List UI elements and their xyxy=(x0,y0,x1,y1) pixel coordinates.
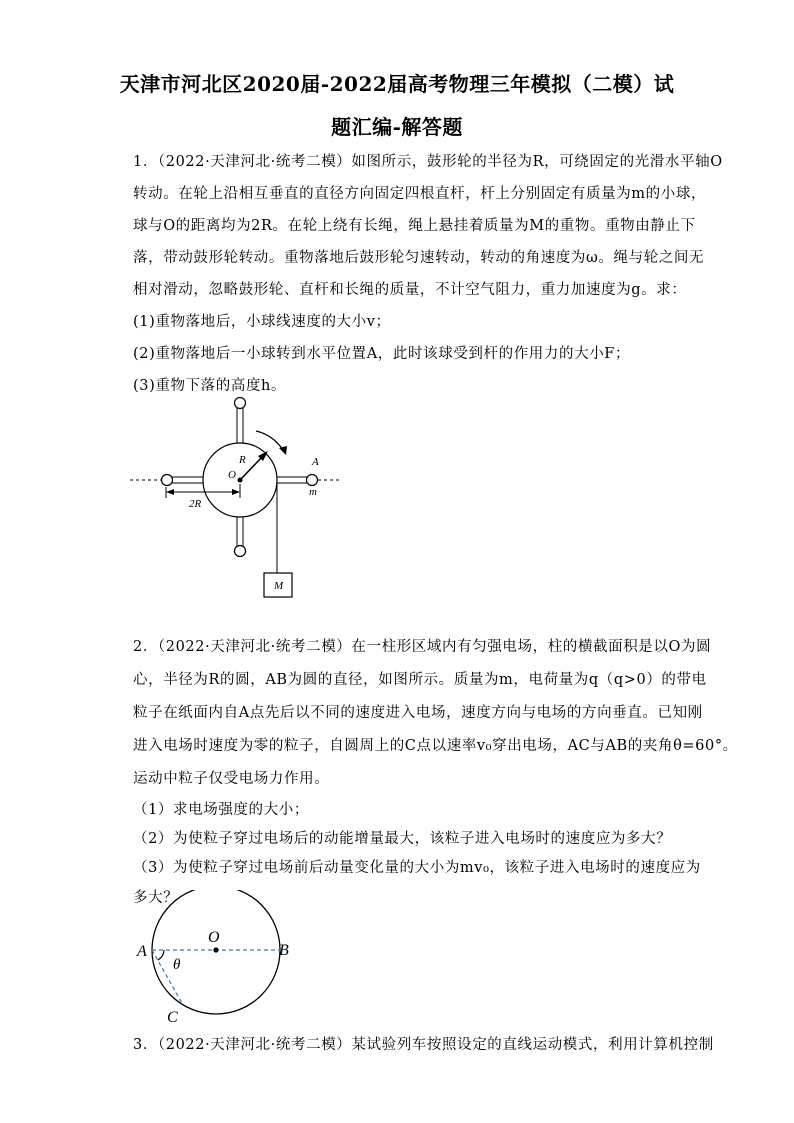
label-C: C xyxy=(167,1009,178,1026)
label-O: O xyxy=(228,469,236,481)
label-A: A xyxy=(137,943,147,960)
label-M: M xyxy=(274,580,284,592)
document-title-line-1: 天津市河北区2020届-2022届高考物理三年模拟（二模）试 xyxy=(119,72,675,96)
q1-line: (1)重物落地后，小球线速度的大小v； xyxy=(133,314,391,330)
label-B: B xyxy=(279,942,289,959)
q1-line: 转动。在轮上沿相互垂直的直径方向固定四根直杆，杆上分别固定有质量为m的小球， xyxy=(133,186,707,202)
q2-line: 多大？ xyxy=(133,890,179,906)
q1-line: 相对滑动，忽略鼓形轮、直杆和长绳的质量，不计空气阻力，重力加速度为g。求： xyxy=(133,282,687,298)
q1-line: (2)重物落地后一小球转到水平位置A，此时该球受到杆的作用力的大小F； xyxy=(133,346,631,362)
label-m: m xyxy=(309,486,317,498)
q1-line: 球与O的距离均为2R。在轮上绕有长绳，绳上悬挂着质量为M的重物。重物由静止下 xyxy=(133,218,696,234)
label-theta: θ xyxy=(173,957,181,973)
ball-right xyxy=(307,475,318,486)
circle-field-figure xyxy=(130,890,300,1030)
q1-line: 1．（2022·天津河北·统考二模）如图所示，鼓形轮的半径为R，可绕固定的光滑水平轴O xyxy=(133,154,723,170)
q2-line: （2）为使粒子穿过电场后的动能增量最大，该粒子进入电场时的速度应为多大？ xyxy=(133,831,672,847)
q1-line: 落，带动鼓形轮转动。重物落地后鼓形轮匀速转动，转动的角速度为ω。绳与轮之间无 xyxy=(133,250,705,266)
q2-line: 进入电场时速度为零的粒子，自圆周上的C点以速率v₀穿出电场，AC与AB的夹角θ=60°。 xyxy=(133,738,738,754)
q2-line: 2．（2022·天津河北·统考二模）在一柱形区域内有匀强电场，柱的横截面积是以O为圆 xyxy=(133,639,712,655)
q3-line: 3．（2022·天津河北·统考二模）某试验列车按照设定的直线运动模式，利用计算机控制 xyxy=(133,1037,714,1053)
ball-top xyxy=(235,398,246,409)
document-title-line-2: 题汇编-解答题 xyxy=(331,115,463,139)
ball-left xyxy=(162,475,173,486)
drum-wheel-figure xyxy=(130,392,340,602)
q2-line: 心，半径为R的圆，AB为圆的直径，如图所示。质量为m，电荷量为q（q>0）的带电 xyxy=(133,672,707,688)
label-2R: 2R xyxy=(189,498,202,510)
q2-line: （3）为使粒子穿过电场前后动量变化量的大小为mv₀，该粒子进入电场时的速度应为 xyxy=(133,860,701,876)
label-A: A xyxy=(312,456,319,468)
q2-line: （1）求电场强度的大小； xyxy=(133,802,309,818)
q1-line: (3)重物下落的高度h。 xyxy=(133,378,287,394)
label-R: R xyxy=(239,454,246,466)
ball-bottom xyxy=(235,546,246,557)
q2-line: 粒子在纸面内自A点先后以不同的速度进入电场，速度方向与电场的方向垂直。已知刚 xyxy=(133,705,703,721)
q2-line: 运动中粒子仅受电场力作用。 xyxy=(133,771,330,787)
label-O: O xyxy=(208,929,220,946)
